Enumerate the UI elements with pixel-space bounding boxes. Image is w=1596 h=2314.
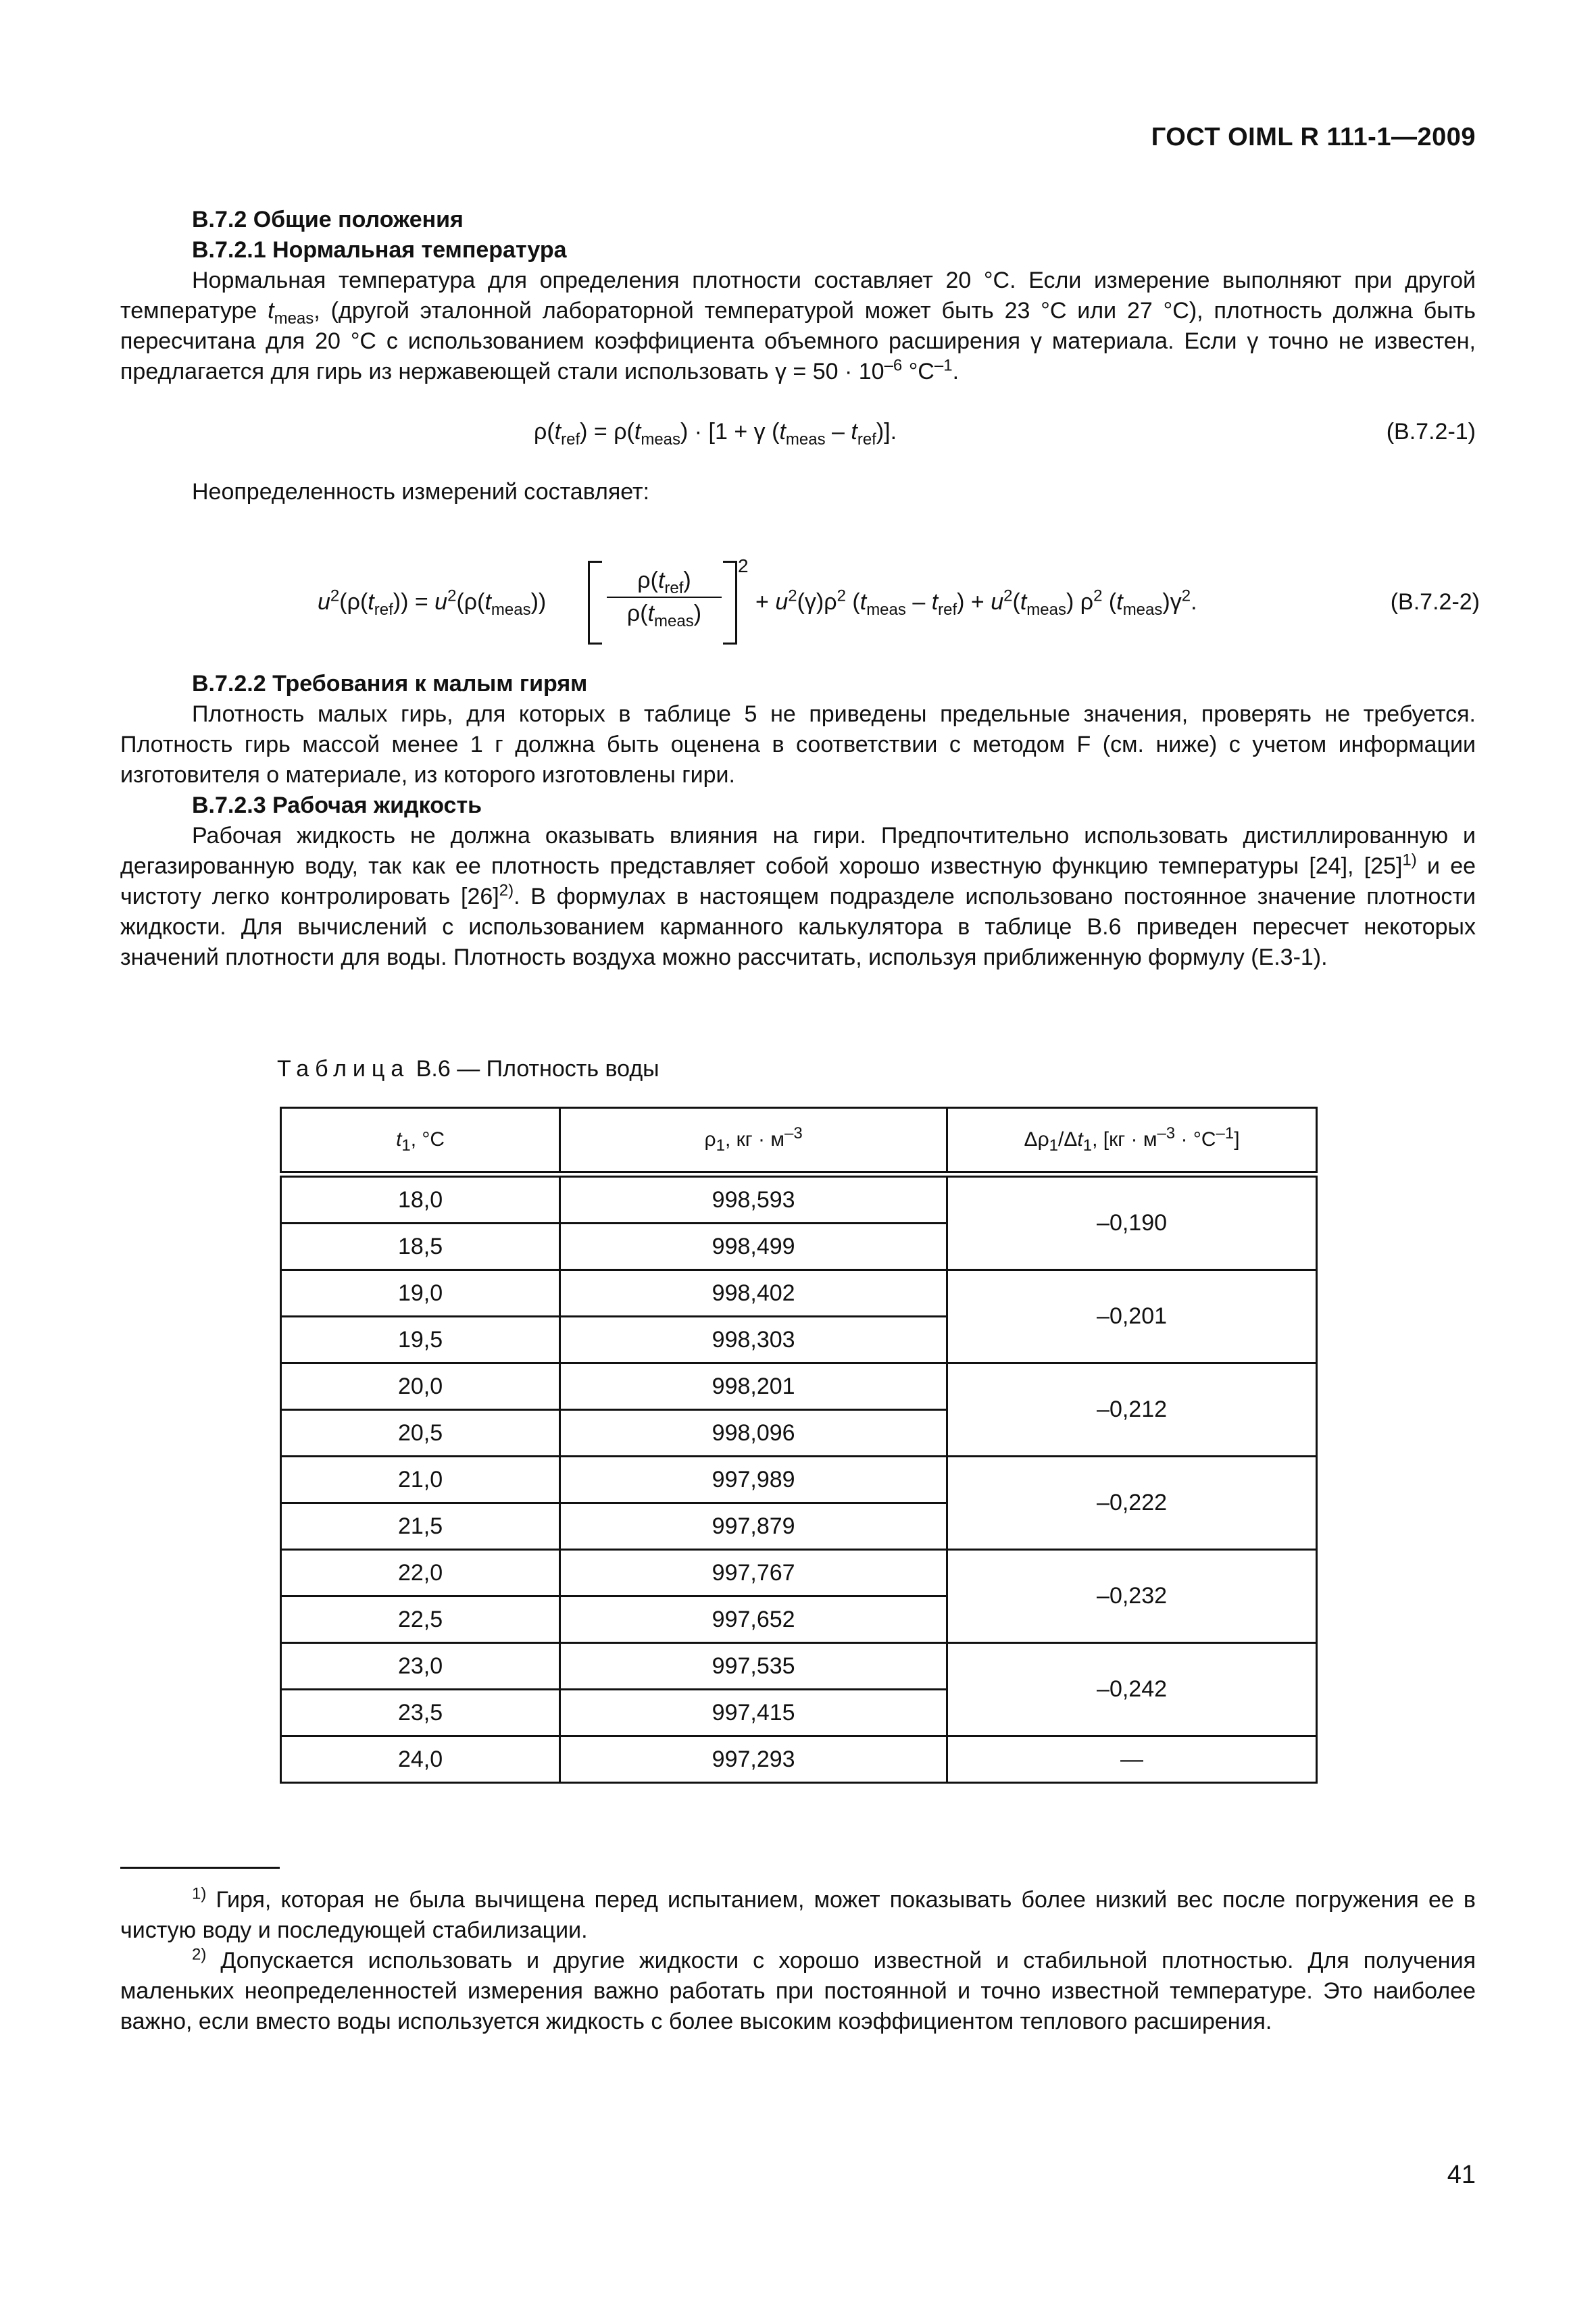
cell-density: 997,535	[560, 1643, 947, 1690]
header-gap	[281, 1172, 1317, 1177]
cell-gradient: –0,201	[947, 1270, 1317, 1363]
text-run: Нормальная температура для определения плотности составляет 20 °С. Если измерение выполняют при другой температуре	[120, 268, 1476, 324]
right-bracket	[723, 561, 737, 645]
header-gradient: $\Delta\rho_1/\Delta t_1$, $[кг \cdot м^{-3} \cdot ^\circ С^{-1}]$	[947, 1108, 1317, 1172]
cell-temperature: 21,0	[281, 1457, 560, 1503]
cell-temperature: 23,5	[281, 1690, 560, 1736]
table-row	[281, 1177, 1317, 1224]
paragraph-normal-temperature	[120, 266, 1476, 387]
cell-gradient: –0,222	[947, 1457, 1317, 1550]
uncertainty-intro: Неопределенность измерений составляет:	[192, 479, 650, 505]
cell-density: 998,593	[560, 1177, 947, 1224]
caption-title: B.6 — Плотность воды	[409, 1056, 659, 1082]
formula-b722-lhs: $u^2(\rho(t_{ref})) = u^2(\rho(t_{meas}))$	[318, 586, 547, 619]
formula-b721-number: (B.7.2-1)	[1386, 419, 1476, 445]
formula-b722	[318, 555, 1480, 649]
left-bracket	[588, 561, 602, 645]
heading-general: B.7.2 Общие положения	[192, 207, 464, 232]
cell-density: 998,303	[560, 1317, 947, 1363]
footnote-text: Допускается использовать и другие жидкости с хорошо известной и стабильной плотностью. Для получения маленьких неопределенностей измерения важно работать при постоянной и точно известной температуре. Это наиболее важно, если вместо воды используется жидкость с более высоким коэффициентом теплового расширения.	[120, 1948, 1476, 2034]
document-header: ГОСТ OIML R 111-1—2009	[1151, 123, 1476, 151]
paragraph-working-liquid	[120, 821, 1476, 973]
cell-temperature: 20,5	[281, 1410, 560, 1457]
cell-temperature: 19,0	[281, 1270, 560, 1317]
cell-density: 997,652	[560, 1596, 947, 1643]
water-density-table	[280, 1107, 1318, 1784]
page-number: 41	[1447, 2161, 1476, 2189]
footnote-ref: 2)	[499, 881, 514, 900]
cell-density: 997,767	[560, 1550, 947, 1596]
superscript-exp: –1	[934, 356, 953, 375]
cell-temperature: 23,0	[281, 1643, 560, 1690]
table-header-row	[281, 1108, 1317, 1172]
formula-b722-number: (B.7.2-2)	[1390, 589, 1480, 615]
table-row	[281, 1736, 1317, 1783]
cell-temperature: 19,5	[281, 1317, 560, 1363]
table-row	[281, 1270, 1317, 1317]
text-run: .	[952, 359, 959, 384]
formula-b721-expression: $\rho(t_{ref}) = \rho(t_{meas}) \cdot [1 + \gamma$ $(t_{meas} - t_{ref})$].	[534, 419, 897, 449]
cell-temperature: 22,5	[281, 1596, 560, 1643]
text-run: Рабочая жидкость не должна оказывать влияния на гири. Предпочтительно использовать дистиллированную и дегазированную воду, так как ее плотность представляет собой хорошо известную функцию температуры [24], [25]	[120, 823, 1476, 879]
footnote-text: Гиря, которая не была вычищена перед испытанием, может показывать более низкий вес после погружения ее в чистую воду и последующей стабилизации.	[120, 1887, 1476, 1943]
text-run: °С	[902, 359, 934, 384]
cell-temperature: 20,0	[281, 1363, 560, 1410]
section-small-weights-block	[120, 669, 1476, 973]
cell-density: 998,499	[560, 1224, 947, 1270]
cell-density: 997,293	[560, 1736, 947, 1783]
formula-b722-rhs: + $u^2(\gamma)\rho^2$ $(t_{meas} - t_{ref}) + u^2(t_{meas})$ $\rho^2$ $(t_{meas})\gamma^2$.	[755, 586, 1197, 619]
text-run: и ее чистоту легко контролировать [26]	[120, 853, 1476, 909]
table-row	[281, 1643, 1317, 1690]
footnote-1	[120, 1885, 1476, 1946]
fraction-denominator: $\rho(t_{meas})$	[626, 601, 702, 630]
paragraph-small-weights: Плотность малых гирь, для которых в таблице 5 не приведены предельные значения, проверять не требуется. Плотность гирь массой менее 1 г должна быть оценена в соответствии с методом F (см. ниже) с учетом информации изготовителя о материале, из которого изготовлены гири.	[120, 701, 1476, 788]
footnote-mark: 1)	[192, 1884, 207, 1903]
text-run: . В формулах в настоящем подразделе использовано постоянное значение плотности жидкости. Для вычислений с использованием карманного калькулятора в таблице B.6 приведен пересчет некоторых значений плотности для воды. Плотность воздуха можно рассчитать, используя приближенную формулу (E.3-1).	[120, 884, 1476, 970]
cell-gradient: –0,232	[947, 1550, 1317, 1643]
heading-normal-temperature: B.7.2.1 Нормальная температура	[192, 237, 567, 263]
header-density: $\rho_1$, кг · $м^{-3}$	[560, 1108, 947, 1172]
caption-label: Таблица	[277, 1056, 410, 1082]
heading-working-liquid: B.7.2.3 Рабочая жидкость	[192, 793, 482, 818]
footnote-mark: 2)	[192, 1945, 207, 1964]
footnote-divider	[120, 1867, 280, 1869]
subscript-meas: meas	[274, 309, 314, 328]
square-exponent: 2	[738, 555, 749, 576]
cell-temperature: 24,0	[281, 1736, 560, 1783]
cell-gradient: —	[947, 1736, 1317, 1783]
cell-density: 998,201	[560, 1363, 947, 1410]
heading-small-weights: B.7.2.2 Требования к малым гирям	[192, 671, 588, 697]
header-temperature: $t_1$, °С	[281, 1108, 560, 1172]
cell-temperature: 21,5	[281, 1503, 560, 1550]
cell-density: 997,415	[560, 1690, 947, 1736]
formula-b722-fraction	[607, 568, 722, 630]
cell-temperature: 18,0	[281, 1177, 560, 1224]
table-row	[281, 1550, 1317, 1596]
section-general-block	[120, 205, 1476, 387]
text-run: , (другой эталонной лабораторной температурой может быть 23 °С или 27 °С), плотность должна быть пересчитана для 20 °С с использованием коэффициента объемного расширения γ материала. Если γ точно не известен, предлагается для гирь из нержавеющей стали использовать γ = 50 · 10	[120, 298, 1476, 384]
cell-gradient: –0,242	[947, 1643, 1317, 1736]
footnotes-block	[120, 1885, 1476, 2037]
fraction-numerator: $\rho(t_{ref})$	[607, 568, 722, 598]
cell-temperature: 18,5	[281, 1224, 560, 1270]
table-row	[281, 1363, 1317, 1410]
symbol-t: t	[268, 298, 274, 324]
cell-gradient: –0,212	[947, 1363, 1317, 1457]
cell-density: 998,402	[560, 1270, 947, 1317]
footnote-ref: 1)	[1402, 851, 1417, 870]
footnote-2	[120, 1946, 1476, 2037]
uncertainty-intro-block	[120, 477, 1476, 507]
cell-density: 998,096	[560, 1410, 947, 1457]
cell-gradient: –0,190	[947, 1177, 1317, 1270]
superscript-exp: –6	[884, 356, 903, 375]
cell-density: 997,879	[560, 1503, 947, 1550]
table-row	[281, 1457, 1317, 1503]
cell-density: 997,989	[560, 1457, 947, 1503]
gap-cell	[281, 1172, 1317, 1177]
table-caption	[277, 1056, 659, 1082]
cell-temperature: 22,0	[281, 1550, 560, 1596]
